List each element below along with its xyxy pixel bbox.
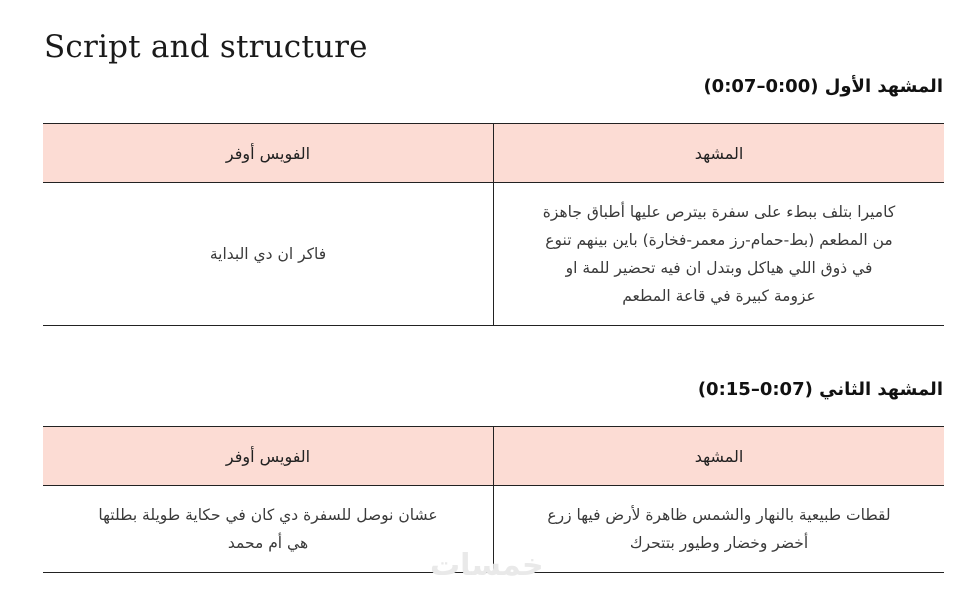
- voiceover-line: هي أم محمد: [227, 534, 309, 552]
- column-header-scene: المشهد: [494, 427, 945, 486]
- voiceover-cell: [43, 183, 494, 326]
- voiceover-cell: [43, 486, 494, 573]
- table-header-row: [43, 427, 944, 486]
- scene-1-heading: [703, 76, 943, 97]
- scene-2-time: (0:07–0:15): [697, 379, 813, 400]
- scene-1-title: المشهد الأول: [824, 76, 943, 97]
- scene-description-line: من المطعم (بط-حمام-رز معمر-فخارة) باين بينهم تنوع: [545, 231, 893, 249]
- scene-1-table: [43, 123, 944, 326]
- scene-description-line: في ذوق اللي هياكل وبتدل ان فيه تحضير للمة او: [565, 259, 873, 277]
- voiceover-line: عشان نوصل للسفرة دي كان في حكاية طويلة بطلتها: [98, 506, 438, 524]
- column-header-voiceover: الفويس أوفر: [43, 427, 494, 486]
- scene-description-cell: [494, 183, 945, 326]
- page-title: Script and structure: [44, 28, 368, 65]
- table-row: [43, 183, 944, 326]
- scene-2-title: المشهد الثاني: [819, 379, 943, 400]
- watermark-logo: خمسات: [430, 548, 544, 583]
- scene-description-line: أخضر وخضار وطيور بتتحرك: [629, 534, 809, 552]
- column-header-scene: المشهد: [494, 124, 945, 183]
- scene-description-line: عزومة كبيرة في قاعة المطعم: [622, 287, 816, 305]
- scene-1-time: (0:00–0:07): [703, 76, 819, 97]
- scene-2-heading: [698, 379, 943, 400]
- table-header-row: [43, 124, 944, 183]
- scene-description-cell: [494, 486, 945, 573]
- scene-description-line: كاميرا بتلف ببطء على سفرة بيترص عليها أطباق جاهزة: [542, 203, 896, 221]
- scene-description-line: لقطات طبيعية بالنهار والشمس ظاهرة لأرض فيها زرع: [547, 506, 891, 524]
- voiceover-line: فاكر ان دي البداية: [209, 245, 327, 263]
- column-header-voiceover: الفويس أوفر: [43, 124, 494, 183]
